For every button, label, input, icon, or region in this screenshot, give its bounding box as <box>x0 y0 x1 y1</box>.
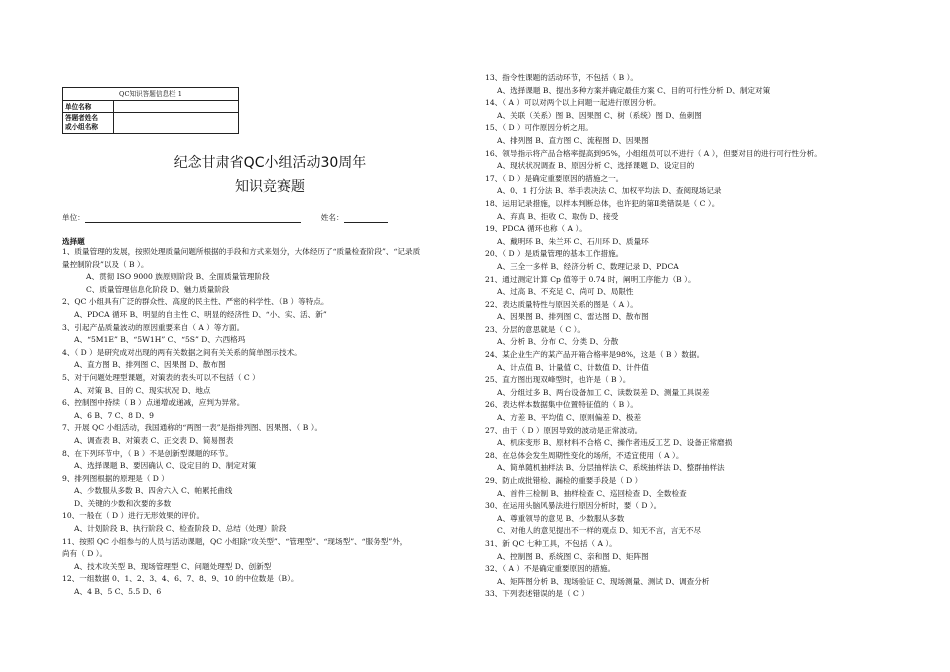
question-text: 13、指令性课题的活动环节，不包括（ B ）。 <box>485 73 638 82</box>
answer-options: A、矩阵图分析 B、现场验证 C、现场测量、测试 D、调查分析 <box>497 576 710 586</box>
info-box <box>62 87 239 134</box>
doc-subtitle: 知识竞赛题 <box>235 179 305 195</box>
question-text: 6、控制图中持续（ B ）点递增或递减，应判为异常。 <box>62 398 245 408</box>
info-row-name-value[interactable] <box>114 113 239 134</box>
answer-options: A、PDCA 循环 B、明显的自主性 C、明显的经济性 D、“小、实、活、新” <box>74 309 327 319</box>
question-text: 27、由于（ D ）原因导致的波动是正常波动。 <box>485 425 643 435</box>
question-text: 31、新 QC 七种工具，不包括（ A ）。 <box>485 538 617 548</box>
unit-name-line <box>62 212 482 223</box>
answer-options: A、方差 B、平均值 C、原则偏差 D、极差 <box>497 413 642 423</box>
answer-options: A、计点值 B、计量值 C、计数值 D、计件值 <box>497 362 649 372</box>
question-text: 20、（ D ）是质量管理的基本工作措施。 <box>485 249 624 259</box>
question-text: 33、下列表述错误的是（ C ） <box>485 589 589 599</box>
left-column <box>62 246 420 599</box>
answer-options: A、对策 B、目的 C、现实状况 D、地点 <box>74 385 211 395</box>
info-row-unit-value[interactable] <box>114 101 239 113</box>
question-text: 26、表达样本数据集中位置特征值的（ B ）。 <box>485 400 638 410</box>
question-text: 32、（ A ）不是确定重要原因的措施。 <box>485 564 616 574</box>
info-box-header: QC知识答题信息栏 1 <box>63 88 239 101</box>
question-text: 10、一般在（ D ）进行无形效果的评价。 <box>62 511 205 521</box>
question-text: 11、按照 QC 小组参与的人员与活动课题，QC 小组除“攻关型”、“管理型”、“现场型”、“服务型”外， <box>62 536 408 546</box>
question-text: 3、引起产品质量波动的原因重要来自（ A ）等方面。 <box>62 322 245 332</box>
question-text: 22、表达质量特性与原因关系的图是（ A ）。 <box>485 299 638 309</box>
answer-options: A、6 B、7 C、8 D、9 <box>74 410 154 420</box>
question-text: 2、QC 小组具有广泛的群众性、高度的民主性、严密的科学性、（B ）等特点。 <box>62 297 329 307</box>
answer-options: A、技术攻关型 B、现场管理型 C、问题处理型 D、创新型 <box>74 561 272 571</box>
answer-options: A、弃真 B、拒收 C、取伪 D、接受 <box>497 211 619 221</box>
question-text: 25、直方图出现双峰型时，也许是（ B ）。 <box>485 375 631 385</box>
question-text: 量控制阶段”以及（ B ）。 <box>62 259 149 269</box>
question-text: 21、通过测定计算 Cp 值等于 0.74 时，阐明工序能力（B ）。 <box>485 274 696 284</box>
answer-options: A、关联（关系）图 B、因果图 C、树（系统）图 D、鱼刺图 <box>497 110 702 120</box>
info-row-unit-label: 单位名称 <box>63 101 114 113</box>
answer-options: A、贯彻 ISO 9000 族原则阶段 B、全面质量管理阶段 <box>86 272 270 282</box>
answer-options: A、首件三检制 B、抽样检查 C、巡回检查 D、全数检查 <box>497 488 687 498</box>
question-text: 18、运用记录措施，以样本判断总体，也许犯的第Ⅱ类错误是（ C ）。 <box>485 198 720 208</box>
answer-options: A、调查表 B、对策表 C、正交表 D、简易图表 <box>74 435 234 445</box>
question-text: 15、（ D ）可作原因分析之用。 <box>485 123 593 133</box>
answer-options: A、排列图 B、直方图 C、流程图 D、因果图 <box>497 135 649 145</box>
answer-options: A、选择课题 B、要因确认 C、设定目的 D、制定对策 <box>74 461 257 471</box>
right-column <box>485 72 822 601</box>
question-text: 29、防止成批错检、漏检的重要手段是（ D ） <box>485 476 643 485</box>
question-text: 28、在总体会发生周期性变化的场所，不适宜使用（ A ）。 <box>485 450 684 460</box>
answer-options: A、简单随机抽样法 B、分层抽样法 C、系统抽样法 D、整群抽样法 <box>497 463 725 473</box>
answer-options: A、尊重领导的意见 B、少数服从多数 <box>497 513 625 523</box>
answer-options: C、质量管理信息化阶段 D、魅力质量阶段 <box>86 284 230 294</box>
answer-options: A、4 B、5 C、5.5 D、6 <box>74 587 162 597</box>
answer-options: A、0、1 打分法 B、举手表决法 C、加权平均法 D、查阅现场记录 <box>497 186 722 196</box>
question-text: 7、开展 QC 小组活动，我国通称的“两图一表”是指排列图、因果图、（ B ）。 <box>62 423 323 433</box>
unit-label: 单位： <box>62 213 85 222</box>
question-text: 8、在下列环节中，（ B ）不是创新型课题的环节。 <box>62 448 233 458</box>
answer-options: C、对他人的意见提出不一样的观点 D、知无不言，言无不尽 <box>497 526 702 536</box>
question-text: 尚有（ D ）。 <box>62 549 108 559</box>
answer-options: A、少数服从多数 B、四舍六入 C、帕累托曲线 <box>74 486 233 496</box>
name-blank[interactable] <box>344 213 388 223</box>
question-text: 17、（ D ）是确定重要原因的措施之一。 <box>485 173 624 183</box>
question-text: 12、一组数据 0、1、2、3、4、6、7、8、9、10 的中位数是（B）。 <box>62 574 299 584</box>
section-label: 选择题 <box>62 237 85 246</box>
answer-options: A、选择课题 B、提出多种方案并确定最佳方案 C、目的可行性分析 D、制定对策 <box>497 85 771 95</box>
info-row-name-label: 答题者姓名 或小组名称 <box>63 113 114 134</box>
answer-options: A、过高 B、不充足 C、尚可 D、局限性 <box>497 287 634 297</box>
answer-options: A、因果图 B、排列图 C、雷达图 D、散布图 <box>497 312 649 322</box>
answer-options: A、三全一多样 B、经济分析 C、数理记录 D、PDCA <box>497 261 679 271</box>
question-text: 4、（ D ）是研究成对出现的两有关数据之间有关关系的简单图示技术。 <box>62 347 302 357</box>
answer-options: A、控制图 B、系统图 C、亲和图 D、矩阵图 <box>497 551 649 561</box>
question-text: 5、对于问题处理型课题，对策表的表头可以不包括（ C ） <box>62 372 260 382</box>
answer-options: A、“5M1E” B、“5W1H” C、“5S” D、六西格玛 <box>74 335 246 345</box>
name-label: 姓名： <box>320 213 344 222</box>
question-text: 19、PDCA 循环也称（ A ）。 <box>485 224 587 234</box>
answer-options: A、戴明环 B、朱兰环 C、石川环 D、质量环 <box>497 236 649 246</box>
question-text: 30、在运用头脑风暴法进行原因分析时，要（ D ）。 <box>485 501 662 511</box>
answer-options: A、分析 B、分布 C、分类 D、分散 <box>497 337 619 347</box>
answer-options: A、现状状况调查 B、原因分析 C、选择课题 D、设定目的 <box>497 161 695 171</box>
answer-options: A、直方图 B、排列图 C、因果图 D、散布图 <box>74 360 226 370</box>
answer-options: A、分组过多 B、两台设备加工 C、读数误差 D、测量工具误差 <box>497 387 710 397</box>
question-text: 24、某企业生产的某产品开箱合格率是98%，这是（ B ）数据。 <box>485 350 705 360</box>
question-text: 16、领导指示将产品合格率提高到95%，小组组员可以不进行（ A ），但要对目的进行可行性分析。 <box>485 148 822 158</box>
unit-blank[interactable] <box>85 213 301 223</box>
question-text: 1、质量管理的发展，按照处理质量问题所根据的手段和方式来划分，大体经历了“质量检查阶段”、“记录质 <box>62 247 421 256</box>
question-text: 23、分层的意思就是（ C ）。 <box>485 324 586 334</box>
doc-title: 纪念甘肃省QC小组活动30周年 <box>173 155 367 171</box>
answer-options: D、关键的少数和次要的多数 <box>74 498 172 508</box>
question-text: 9、排列图根据的原理是（ D ） <box>62 473 169 483</box>
answer-options: A、计划阶段 B、执行阶段 C、检查阶段 D、总结（处理）阶段 <box>74 524 287 534</box>
answer-options: A、机床变形 B、原材料不合格 C、操作者违反工艺 D、设备正常磨损 <box>497 438 733 448</box>
question-text: 14、（ A ）可以对两个以上问题一起进行原因分析。 <box>485 98 661 108</box>
